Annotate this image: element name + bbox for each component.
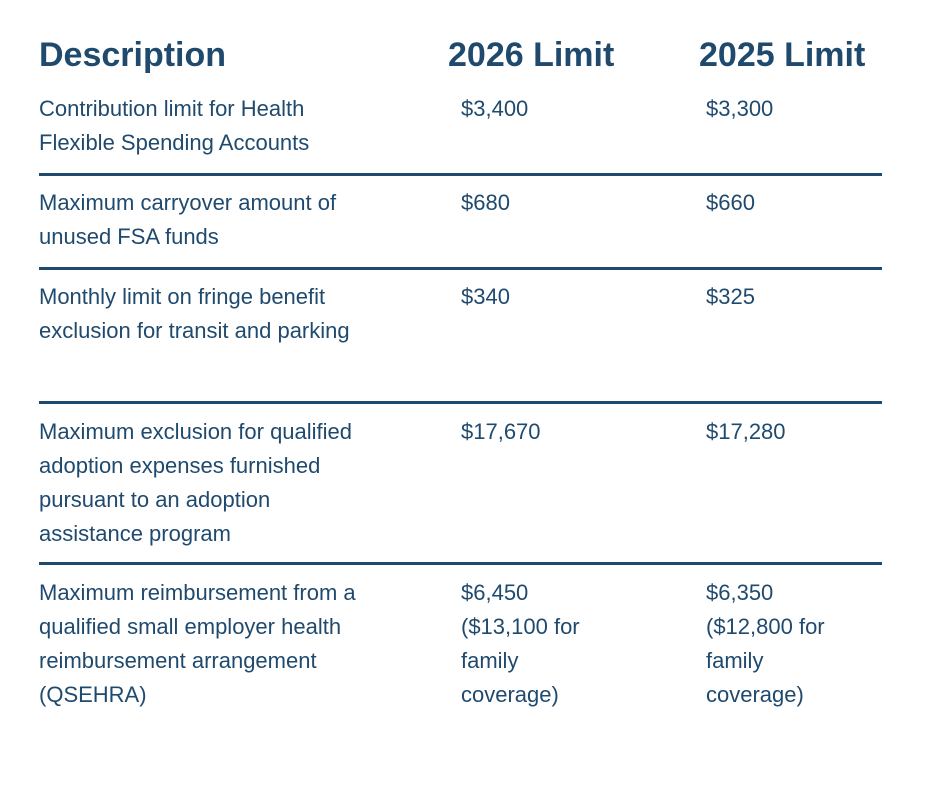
row-2025-value: $17,280 xyxy=(706,419,786,444)
row-description: Maximum carryover amount of unused FSA funds xyxy=(39,190,337,249)
row-description: Monthly limit on fringe benefit exclusion for transit and parking xyxy=(39,284,350,343)
table-row xyxy=(39,576,882,756)
row-divider xyxy=(39,401,882,404)
row-2026-value: $17,670 xyxy=(461,419,541,444)
header-description: Description xyxy=(39,36,227,74)
row-description: Contribution limit for Health Flexible Spending Accounts xyxy=(39,96,310,155)
row-description: Maximum reimbursement from a qualified small employer health reimbursement arrangement (QSEHRA) xyxy=(39,580,356,707)
row-description: Maximum exclusion for qualified adoption expenses furnished pursuant to an adoption assistance program xyxy=(39,419,353,546)
row-2026-value: $680 xyxy=(461,190,510,215)
table-header xyxy=(39,32,882,88)
table-row xyxy=(39,92,882,172)
row-2026-value: $6,450 ($13,100 for family coverage) xyxy=(461,580,580,707)
row-2026-value: $340 xyxy=(461,284,510,309)
row-divider xyxy=(39,173,882,176)
table-row xyxy=(39,280,882,390)
row-divider xyxy=(39,562,882,565)
row-2025-value: $6,350 ($12,800 for family coverage) xyxy=(706,580,825,707)
row-2025-value: $3,300 xyxy=(706,96,774,121)
limits-table xyxy=(39,32,882,707)
row-2025-value: $325 xyxy=(706,284,755,309)
header-2026-limit: 2026 Limit xyxy=(448,36,615,74)
table-row xyxy=(39,415,882,560)
header-2025-limit: 2025 Limit xyxy=(699,36,866,74)
row-2025-value: $660 xyxy=(706,190,755,215)
row-divider xyxy=(39,267,882,270)
table-row xyxy=(39,186,882,266)
row-2026-value: $3,400 xyxy=(461,96,529,121)
